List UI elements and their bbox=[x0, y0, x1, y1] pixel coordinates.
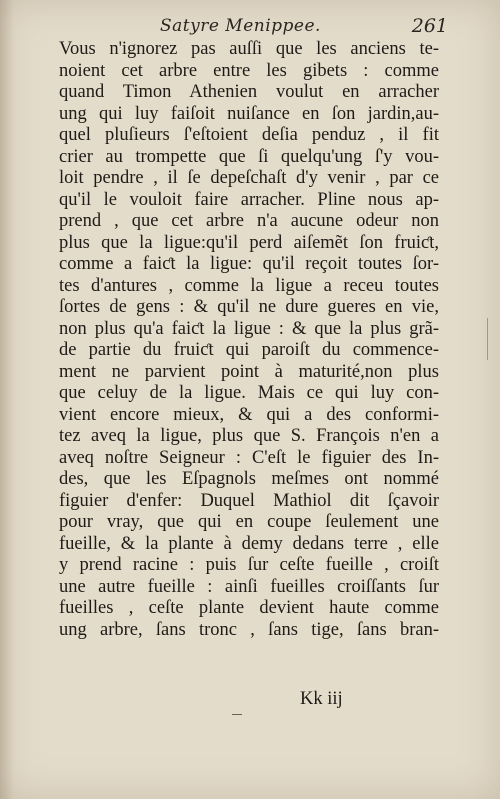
text-line: prend , que cet arbre n'a aucune odeur non bbox=[59, 211, 439, 231]
ink-mark bbox=[232, 714, 242, 715]
text-line: tes d'antures , comme la ligue a receu toutes bbox=[59, 275, 439, 296]
page-number: 261 bbox=[411, 15, 448, 37]
text-line: qu'il le vouloit faire arracher. Pline nous ap- bbox=[59, 189, 439, 210]
text-line: noient cet arbre entre les gibets : comme bbox=[59, 60, 439, 81]
text-line: vient encore mieux, & qui a des conformi- bbox=[59, 404, 439, 425]
text-line: y prend racine : puis ſur ceſte fueille , croiſt bbox=[59, 555, 439, 575]
running-title: Satyre Menippee. bbox=[160, 16, 321, 36]
margin-mark bbox=[487, 318, 488, 360]
text-line: pour vray, que qui en coupe ſeulement une bbox=[59, 512, 439, 532]
text-line: fueille, & la plante à demy dedans terre , elle bbox=[59, 533, 439, 554]
text-line: des, que les Eſpagnols meſmes ont nommé bbox=[59, 469, 439, 489]
text-line: tez aveq la ligue, plus que S. François n'en a bbox=[59, 426, 439, 446]
text-line: Vous n'ignorez pas auſſi que les anciens te- bbox=[59, 39, 439, 59]
text-line: ſortes de gens : & qu'il ne dure gueres en vie, bbox=[59, 297, 439, 317]
text-line: figuier d'enfer: Duquel Mathiol dit ſçavoir bbox=[59, 490, 439, 511]
text-line: que celuy de la ligue. Mais ce qui luy con- bbox=[59, 383, 439, 403]
text-line: ment ne parvient point à maturité,non plus bbox=[59, 361, 439, 382]
text-line: de partie du fruiƈt qui paroiſt du commence- bbox=[59, 340, 439, 360]
text-line: ung qui luy faiſoit nuiſance en ſon jardin,au- bbox=[59, 103, 439, 124]
text-line: aveq noſtre Seigneur : C'eſt le figuier des In- bbox=[59, 447, 439, 468]
text-line: ung arbre, ſans tronc , ſans tige, ſans bran- bbox=[59, 619, 439, 640]
text-line: quel pluſieurs ſ'eſtoient deſia penduz , il fit bbox=[59, 125, 439, 145]
signature-mark: Kk iij bbox=[300, 689, 343, 709]
text-line: comme a faiƈt la ligue: qu'il reçoit toutes ſor- bbox=[59, 254, 439, 274]
text-line: quand Timon Athenien voulut en arracher bbox=[59, 82, 439, 102]
text-line: une autre fueille : ainſi fueilles croiſſants ſur bbox=[59, 576, 439, 597]
page-header bbox=[60, 14, 448, 38]
text-line: fueilles , ceſte plante devient haute comme bbox=[59, 598, 439, 618]
text-line: non plus qu'a faiƈt la ligue : & que la plus grã- bbox=[59, 318, 439, 339]
text-line: loit pendre , il ſe depeſchaſt d'y venir , par ce bbox=[59, 168, 439, 188]
body-text bbox=[59, 39, 439, 641]
text-line: plus que la ligue:qu'il perd aiſemẽt ſon fruiƈt, bbox=[59, 232, 439, 253]
text-line: crier au trompette que ſi quelqu'ung ſ'y vou- bbox=[59, 146, 439, 167]
